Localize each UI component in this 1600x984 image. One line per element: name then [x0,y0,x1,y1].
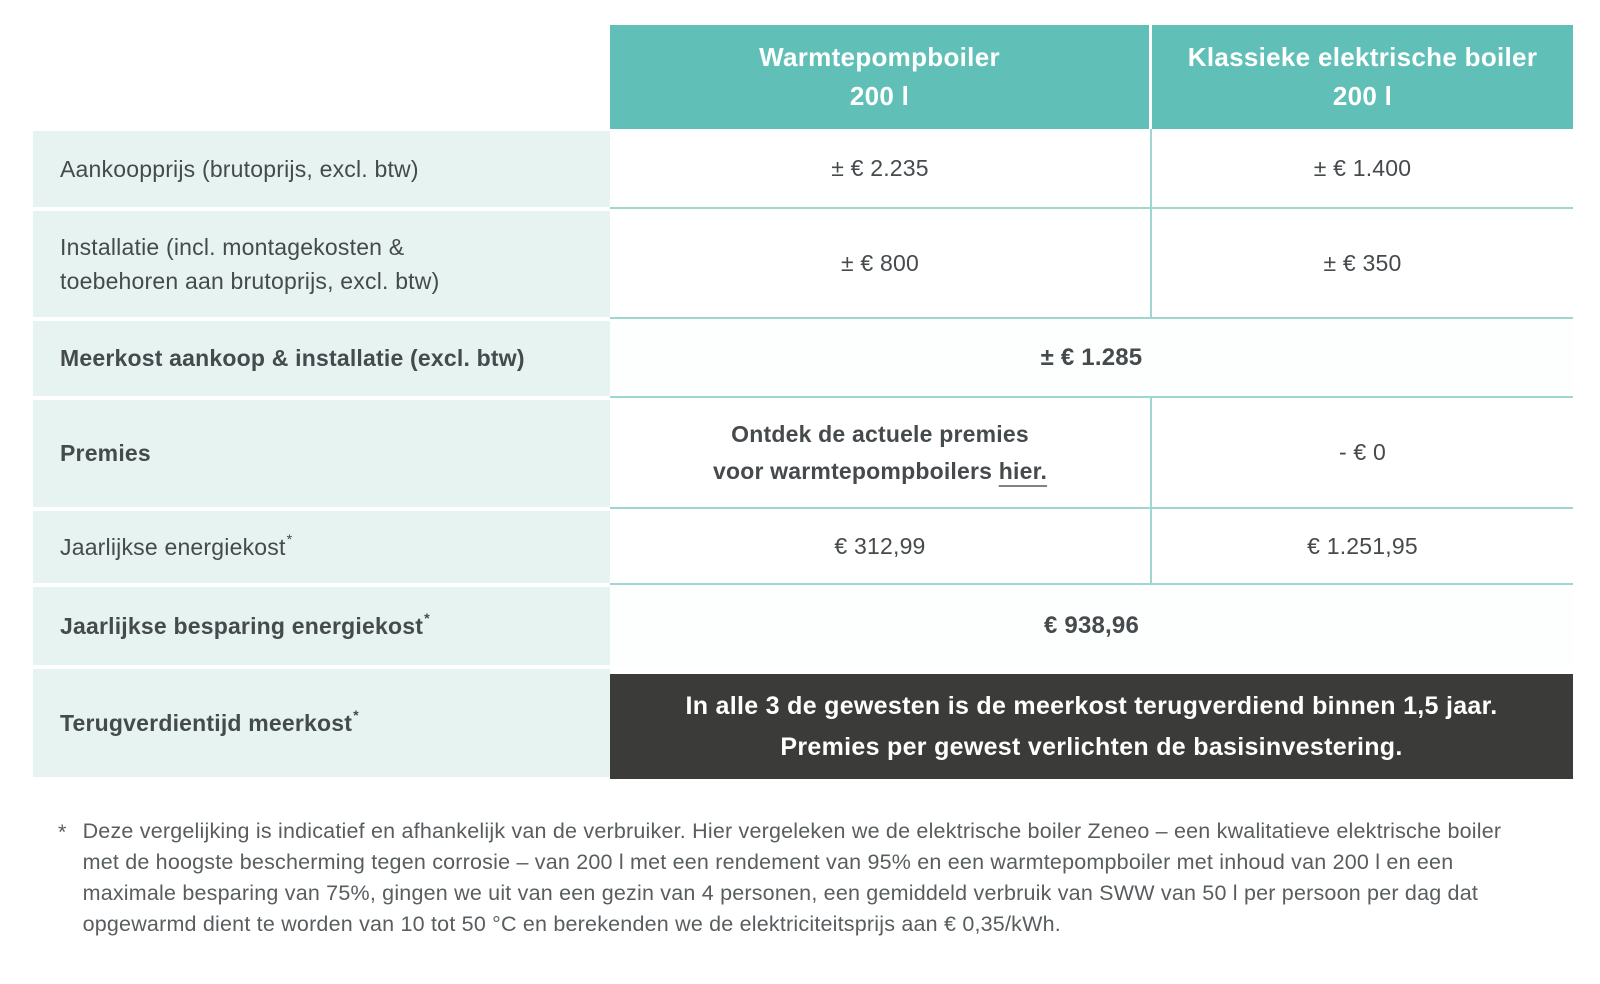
footnote-asterisk: * [424,611,430,628]
column-header-warmtepompboiler [610,25,1152,129]
row-label-premies: Premies [33,398,610,509]
premies-hier-link[interactable]: hier. [998,457,1048,484]
column-header-capacity: 200 l [1332,81,1393,111]
row-label-besparing: Jaarlijkse besparing energiekost* [33,585,610,667]
value-premies-warmtepomp: Ontdek de actuele premies voor warmtepompboilers hier. [610,398,1152,509]
footnote-text: Deze vergelijking is indicatief en afhankelijk van de verbruiker. Hier vergeleken we de elektrische boiler Zeneo – een kwalitatieve elektrische boiler met de hoogste bescherming tegen corrosie – van 200 l met een rendement van 95% en een warmtepompboiler met inhoud van 200 l en een maximale besparing van 75%, gingen we uit van een gezin van 4 personen, een gemiddeld verbruik van SWW van 50 l per persoon per dag dat opgewarmd dient te worden van 10 tot 50 °C en berekenden we de elektriciteitsprijs aan € 0,35/kWh. [82,819,1502,936]
footnote-asterisk: * [286,532,293,549]
value-energiekost-klassiek: € 1.251,95 [1152,509,1573,585]
value-installatie-warmtepomp: ± € 800 [610,209,1152,319]
table-corner-spacer [33,25,610,129]
column-header-capacity: 200 l [849,81,910,111]
value-terugverdientijd-banner: In alle 3 de gewesten is de meerkost terugverdiend binnen 1,5 jaar. Premies per gewest verlichten de basisinvestering. [610,667,1573,779]
value-premies-klassiek: - € 0 [1152,398,1573,509]
comparison-table [33,25,1573,779]
value-aankoopprijs-warmtepomp: ± € 2.235 [610,129,1152,209]
row-label-terugverdientijd: Terugverdientijd meerkost* [33,667,610,779]
column-header-klassieke-boiler [1152,25,1573,129]
column-header-title: Warmtepompboiler [759,42,1000,72]
value-installatie-klassiek: ± € 350 [1152,209,1573,319]
row-label-energiekost: Jaarlijkse energiekost* [33,509,610,585]
value-meerkost-merged: ± € 1.285 [610,319,1573,398]
row-label-meerkost: Meerkost aankoop & installatie (excl. btw) [33,319,610,398]
footnote [58,816,1563,940]
value-besparing-merged: € 938,96 [610,585,1573,667]
footnote-asterisk: * [353,708,359,725]
column-header-title: Klassieke elektrische boiler [1187,42,1538,72]
row-label-aankoopprijs: Aankoopprijs (brutoprijs, excl. btw) [33,129,610,209]
value-energiekost-warmtepomp: € 312,99 [610,509,1152,585]
footnote-marker: * [58,820,67,844]
row-label-installatie: Installatie (incl. montagekosten & toebehoren aan brutoprijs, excl. btw) [33,209,610,319]
value-aankoopprijs-klassiek: ± € 1.400 [1152,129,1573,209]
